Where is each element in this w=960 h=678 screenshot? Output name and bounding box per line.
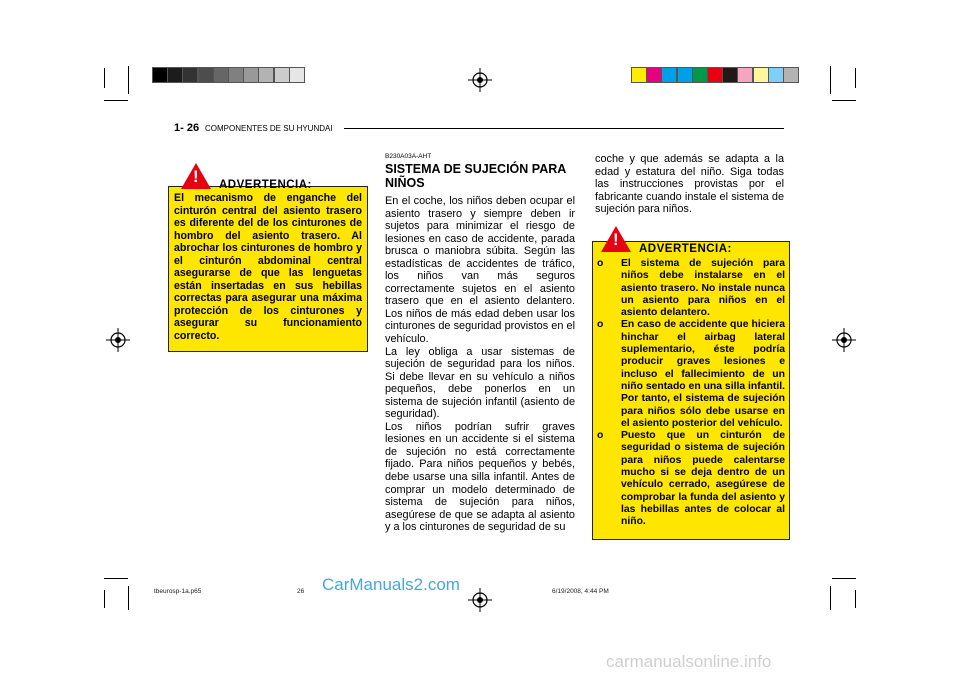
color-swatch bbox=[693, 68, 707, 82]
crop-mark bbox=[830, 586, 831, 610]
section-code: B230A03A-AHT bbox=[385, 153, 432, 160]
gray-swatch bbox=[214, 68, 228, 82]
color-swatch bbox=[708, 68, 722, 82]
warning-text: El mecanismo de enganche del cinturón central del asiento trasero es diferente del de los cinturones de hombro del asiento trasero. Al abrochar los cinturones de hombro y el cinturón abdominal central asegurarse de que las lenguetas están insertadas en sus hebillas correctas para asegurar una máxima protección de los cinturones y asegurar su funcionamiento correcto. bbox=[174, 192, 362, 342]
color-swatch bbox=[784, 68, 798, 82]
gray-swatch bbox=[153, 68, 167, 82]
registration-target-icon bbox=[106, 328, 130, 352]
gray-swatch bbox=[183, 68, 197, 82]
gray-swatch bbox=[275, 68, 289, 82]
list-item: o Puesto que un cinturón de seguridad o sistema de sujeción para niños puede calentarse mucho si se deja dentro de un vehículo cerrado, asegúrese de comprobar la funda del asiento y las hebillas antes de colocar al niño. bbox=[597, 430, 785, 528]
warning-box-left bbox=[168, 179, 368, 352]
watermark: CarManuals2.com bbox=[322, 575, 460, 594]
warning-title: ADVERTENCIA: bbox=[219, 179, 312, 191]
warning-box-right bbox=[592, 241, 790, 540]
gray-swatch bbox=[244, 68, 258, 82]
gray-swatch bbox=[168, 68, 182, 82]
gray-swatch bbox=[229, 68, 243, 82]
crop-mark bbox=[832, 100, 856, 101]
color-swatch bbox=[769, 68, 783, 82]
header-rule bbox=[344, 128, 784, 129]
crop-mark bbox=[128, 586, 129, 610]
color-swatch bbox=[678, 68, 692, 82]
color-swatch bbox=[632, 68, 646, 82]
gray-swatch bbox=[199, 68, 213, 82]
section-title: SISTEMA DE SUJECIÓN PARA NIÑOS bbox=[385, 162, 566, 190]
crop-mark bbox=[855, 590, 856, 608]
body-text-right: coche y que además se adapta a la edad y estatura del niño. Siga todas las instrucciones provistas por el fabricante cuando instale el sistema de sujeción para niños. bbox=[595, 153, 784, 216]
gray-swatch bbox=[290, 68, 304, 82]
registration-target-icon bbox=[832, 328, 856, 352]
color-swatch bbox=[754, 68, 768, 82]
footer-file: tbeurosp-1a.p65 bbox=[154, 588, 202, 595]
color-swatch bbox=[738, 68, 752, 82]
crop-mark bbox=[104, 100, 128, 101]
registration-target-icon bbox=[468, 68, 492, 92]
warning-triangle-icon: ! bbox=[601, 226, 631, 252]
color-swatch bbox=[662, 68, 676, 82]
color-swatch bbox=[723, 68, 737, 82]
footer-date: 6/19/2008, 4:44 PM bbox=[552, 588, 609, 595]
warning-title: ADVERTENCIA: bbox=[639, 243, 732, 255]
crop-mark bbox=[855, 68, 856, 88]
page-number: 1- 26 bbox=[174, 122, 200, 134]
list-item: o El sistema de sujeción para niños debe instalarse en el asiento trasero. No instale nunca un asiento para niños en el asiento delantero. bbox=[597, 258, 785, 319]
registration-target-icon bbox=[468, 588, 492, 612]
crop-mark bbox=[104, 578, 128, 579]
color-swatch bbox=[647, 68, 661, 82]
crop-mark bbox=[830, 66, 831, 94]
watermark-bottom: carmanualsonline.info bbox=[606, 652, 772, 671]
list-item: o En caso de accidente que hiciera hinchar el airbag lateral suplementario, éste podría producir graves lesiones e incluso el fallecimiento de un niño sentado en una silla infantil. Por tanto, el sistema de sujeción para niños sólo debe usarse en el asiento posterior del vehículo. bbox=[597, 319, 785, 430]
gray-swatch bbox=[259, 68, 273, 82]
crop-mark bbox=[104, 68, 105, 88]
warning-triangle-icon: ! bbox=[181, 163, 211, 189]
warning-list bbox=[597, 258, 785, 529]
section-header: COMPONENTES DE SU HYUNDAI bbox=[205, 124, 333, 133]
footer-page: 26 bbox=[297, 588, 305, 595]
crop-mark bbox=[104, 590, 105, 608]
body-text-middle: En el coche, los niños deben ocupar el asiento trasero y siempre deben ir sujetos para minimizar el riesgo de lesiones en caso de accidente, parada brusca o maniobra súbita. Según las estadísticas de accidentes de tráfico, los niños van más seguros correctamente sujetos en el asiento trasero que en el asiento delantero. Los niños de más edad deben usar los cinturones de seguridad provistos en el vehículo. La ley obliga a usar sistemas de sujeción de seguridad para los niños. Si debe llevar en su vehículo a niños pequeños, debe ponerlos en un sistema de sujeción infantil (asiento de seguridad). Los niños podrían sufrir graves lesiones en un accidente si el sistema de sujeción no está correctamente fijado. Para niños pequeños y bebés, debe usarse una silla infantil. Antes de comprar un modelo determinado de sistema de sujeción para niños, asegúrese de que se adapta al asiento y a los cinturones de seguridad de su bbox=[385, 195, 575, 534]
crop-mark bbox=[832, 578, 856, 579]
crop-mark bbox=[128, 66, 129, 94]
